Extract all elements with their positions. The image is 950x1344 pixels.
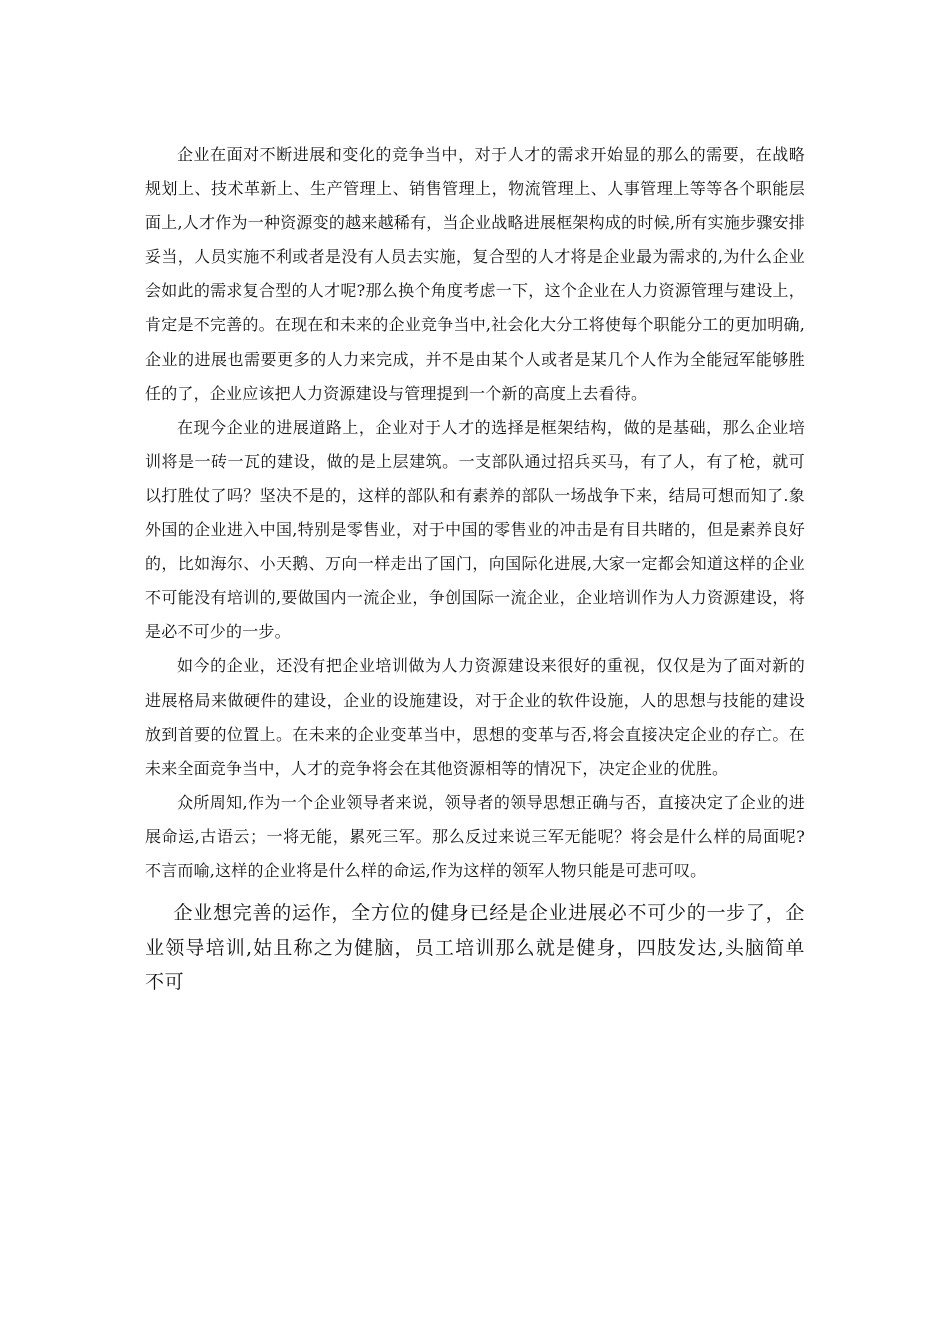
paragraph-fitness: 企业想完善的运作，全方位的健身已经是企业进展必不可少的一步了，企业领导培训,姑且称之为健脑，员工培训那么就是健身，四肢发达,头脑简单不可 <box>145 902 805 994</box>
paragraph-leadership: 众所周知,作为一个企业领导者来说，领导者的领导思想正确与否，直接决定了企业的进展命运,古语云；一将无能，累死三军。那么反过来说三军无能呢？将会是什么样的局面呢?不言而喻,这样的企业将是什么样的命运,作为这样的领军人物只能是可悲可叹。 <box>145 792 805 880</box>
document-body <box>145 138 805 1000</box>
paragraph-current-enterprises: 如今的企业，还没有把企业培训做为人力资源建设来很好的重视，仅仅是为了面对新的进展格局来做硬件的建设，企业的设施建设，对于企业的软件设施，人的思想与技能的建设放到首要的位置上。在未来的企业变革当中，思想的变革与否,将会直接决定企业的存亡。在未来全面竞争当中，人才的竞争将会在其他资源相等的情况下，决定企业的优胜。 <box>145 656 805 778</box>
paragraph-training-foundation: 在现今企业的进展道路上，企业对于人才的选择是框架结构，做的是基础，那么企业培训将是一砖一瓦的建设，做的是上层建筑。一支部队通过招兵买马，有了人，有了枪，就可以打胜仗了吗？坚决不是的，这样的部队和有素养的部队一场战争下来，结局可想而知了.象外国的企业进入中国,特别是零售业，对于中国的零售业的冲击是有目共睹的，但是素养良好的，比如海尔、小天鹅、万向一样走出了国门，向国际化进展,大家一定都会知道这样的企业不可能没有培训的,要做国内一流企业，争创国际一流企业，企业培训作为人力资源建设，将是必不可少的一步。 <box>145 417 805 642</box>
paragraph-talent-demand: 企业在面对不断进展和变化的竞争当中，对于人才的需求开始显的那么的需要，在战略规划上、技术革新上、生产管理上、销售管理上，物流管理上、人事管理上等等各个职能层面上,人才作为一种资源变的越来越稀有，当企业战略进展框架构成的时候,所有实施步骤安排妥当，人员实施不利或者是没有人员去实施，复合型的人才将是企业最为需求的,为什么企业会如此的需求复合型的人才呢?那么换个角度考虑一下，这个企业在人力资源管理与建设上，肯定是不完善的。在现在和未来的企业竞争当中,社会化大分工将使每个职能分工的更加明确,企业的进展也需要更多的人力来完成，并不是由某个人或者是某几个人作为全能冠军能够胜任的了，企业应该把人力资源建设与管理提到一个新的高度上去看待。 <box>145 145 805 403</box>
